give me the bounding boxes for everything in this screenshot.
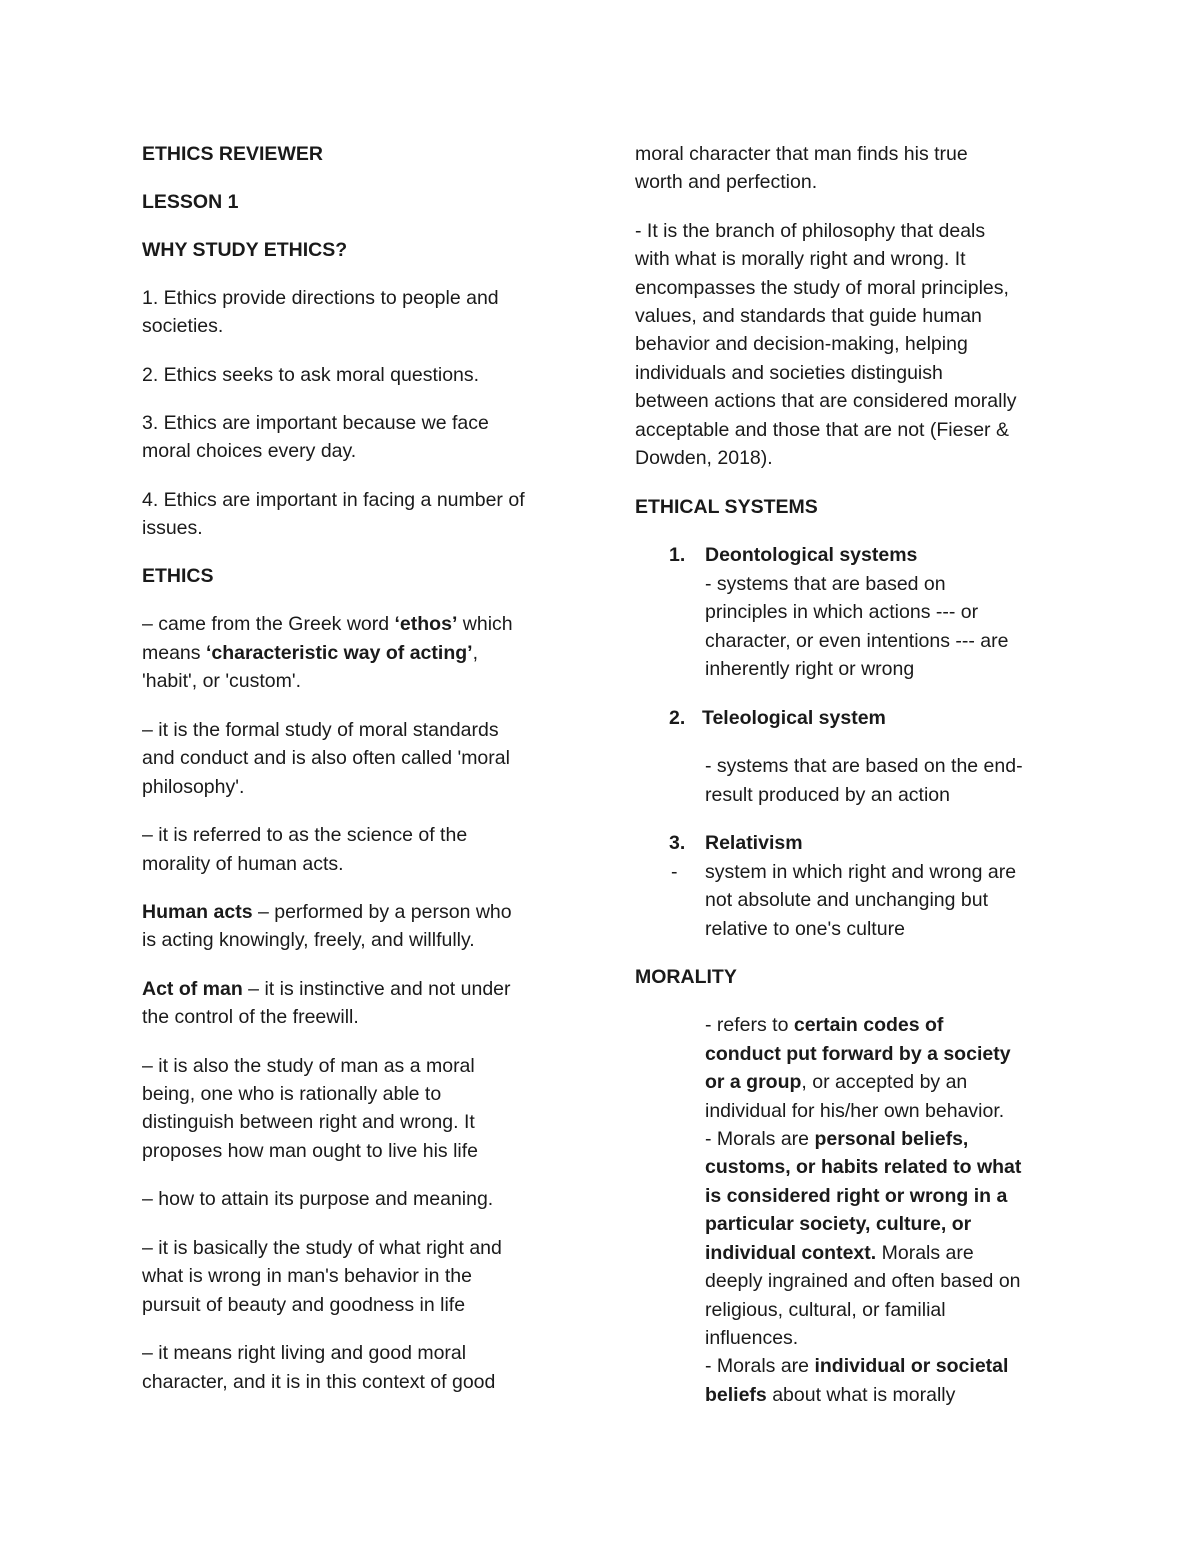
formal-line-1: – it is the formal study of moral standards — [142, 719, 499, 741]
system-1-desc-2: principles in which actions --- or — [705, 601, 979, 623]
system-1-desc-4: inherently right or wrong — [705, 658, 915, 680]
morality-p2-line-2: customs, or habits related to what — [705, 1156, 1022, 1178]
act-of-man-line-1: Act of man – it is instinctive and not under — [142, 978, 511, 1000]
why-item-4-line-1: 4. Ethics are important in facing a number of — [142, 489, 525, 511]
lesson-heading: LESSON 1 — [142, 191, 239, 213]
moral-being-line-3: distinguish between right and wrong. It — [142, 1111, 475, 1133]
basically-line-2: what is wrong in man's behavior in the — [142, 1265, 472, 1287]
system-3-name: Relativism — [705, 832, 803, 854]
morality-p1-line-2: conduct put forward by a society — [705, 1043, 1011, 1065]
morality-p1-line-3: or a group, or accepted by an — [705, 1071, 968, 1093]
morality-heading: MORALITY — [635, 966, 737, 988]
morality-p2-line-1: - Morals are personal beliefs, — [705, 1128, 969, 1150]
continuation-line-1: moral character that man finds his true — [635, 143, 968, 165]
ethics-heading: ETHICS — [142, 565, 214, 587]
branch-line-8: acceptable and those that are not (Fieser & — [635, 419, 1009, 441]
morality-p2-line-6: deeply ingrained and often based on — [705, 1270, 1021, 1292]
morality-p2-line-7: religious, cultural, or familial — [705, 1299, 946, 1321]
branch-line-1: - It is the branch of philosophy that deals — [635, 220, 986, 242]
branch-line-9: Dowden, 2018). — [635, 447, 773, 469]
human-acts-line-2: is acting knowingly, freely, and willfully. — [142, 929, 475, 951]
science-line-2: morality of human acts. — [142, 853, 344, 875]
moral-being-line-1: – it is also the study of man as a moral — [142, 1055, 475, 1077]
system-3-desc-2: not absolute and unchanging but — [705, 889, 988, 911]
origin-line-1: – came from the Greek word ‘ethos’ which — [142, 613, 513, 635]
morality-p3-line-2: beliefs about what is morally — [705, 1384, 956, 1406]
system-1-desc-1: - systems that are based on — [705, 573, 946, 595]
right-living-line-1: – it means right living and good moral — [142, 1342, 467, 1364]
system-3-desc-1: system in which right and wrong are — [705, 861, 1017, 883]
branch-line-6: individuals and societies distinguish — [635, 362, 943, 384]
system-2-name: Teleological system — [702, 707, 886, 729]
human-acts-line-1: Human acts – performed by a person who — [142, 901, 512, 923]
morality-p3-line-1: - Morals are individual or societal — [705, 1355, 1009, 1377]
branch-line-5: behavior and decision-making, helping — [635, 333, 968, 355]
right-living-line-2: character, and it is in this context of good — [142, 1371, 496, 1393]
attain-line: – how to attain its purpose and meaning. — [142, 1188, 494, 1210]
system-1-name: Deontological systems — [705, 544, 918, 566]
morality-p1-line-4: individual for his/her own behavior. — [705, 1100, 1005, 1122]
system-3-desc-3: relative to one's culture — [705, 918, 905, 940]
why-item-1-line-1: 1. Ethics provide directions to people and — [142, 287, 499, 309]
morality-p2-line-3: is considered right or wrong in a — [705, 1185, 1008, 1207]
why-item-4-line-2: issues. — [142, 517, 203, 539]
morality-p2-line-4: particular society, culture, or — [705, 1213, 972, 1235]
why-item-1-line-2: societies. — [142, 315, 224, 337]
moral-being-line-4: proposes how man ought to live his life — [142, 1140, 479, 1162]
science-line-1: – it is referred to as the science of the — [142, 824, 468, 846]
branch-line-7: between actions that are considered morally — [635, 390, 1017, 412]
why-item-2: 2. Ethics seeks to ask moral questions. — [142, 364, 480, 386]
origin-line-3: 'habit', or 'custom'. — [142, 670, 302, 692]
origin-line-2: means ‘characteristic way of acting’, — [142, 642, 478, 664]
system-3-dash: - — [671, 861, 678, 883]
system-3-number: 3. — [669, 832, 686, 854]
basically-line-3: pursuit of beauty and goodness in life — [142, 1294, 466, 1316]
moral-being-line-2: being, one who is rationally able to — [142, 1083, 442, 1105]
act-of-man-line-2: the control of the freewill. — [142, 1006, 359, 1028]
ethical-systems-heading: ETHICAL SYSTEMS — [635, 496, 818, 518]
document-title: ETHICS REVIEWER — [142, 143, 323, 165]
why-item-3-line-1: 3. Ethics are important because we face — [142, 412, 489, 434]
branch-line-2: with what is morally right and wrong. It — [635, 248, 966, 270]
why-item-3-line-2: moral choices every day. — [142, 440, 357, 462]
formal-line-2: and conduct and is also often called 'moral — [142, 747, 510, 769]
why-study-heading: WHY STUDY ETHICS? — [142, 239, 348, 261]
system-2-desc-2: result produced by an action — [705, 784, 950, 806]
system-2-number: 2. — [669, 707, 686, 729]
branch-line-3: encompasses the study of moral principles, — [635, 277, 1009, 299]
continuation-line-2: worth and perfection. — [635, 171, 818, 193]
morality-p2-line-8: influences. — [705, 1327, 799, 1349]
system-1-number: 1. — [669, 544, 686, 566]
system-1-desc-3: character, or even intentions --- are — [705, 630, 1009, 652]
system-2-desc-1: - systems that are based on the end- — [705, 755, 1023, 777]
formal-line-3: philosophy'. — [142, 776, 245, 798]
basically-line-1: – it is basically the study of what right and — [142, 1237, 502, 1259]
morality-p1-line-1: - refers to certain codes of — [705, 1014, 944, 1036]
morality-p2-line-5: individual context. Morals are — [705, 1242, 974, 1264]
branch-line-4: values, and standards that guide human — [635, 305, 982, 327]
